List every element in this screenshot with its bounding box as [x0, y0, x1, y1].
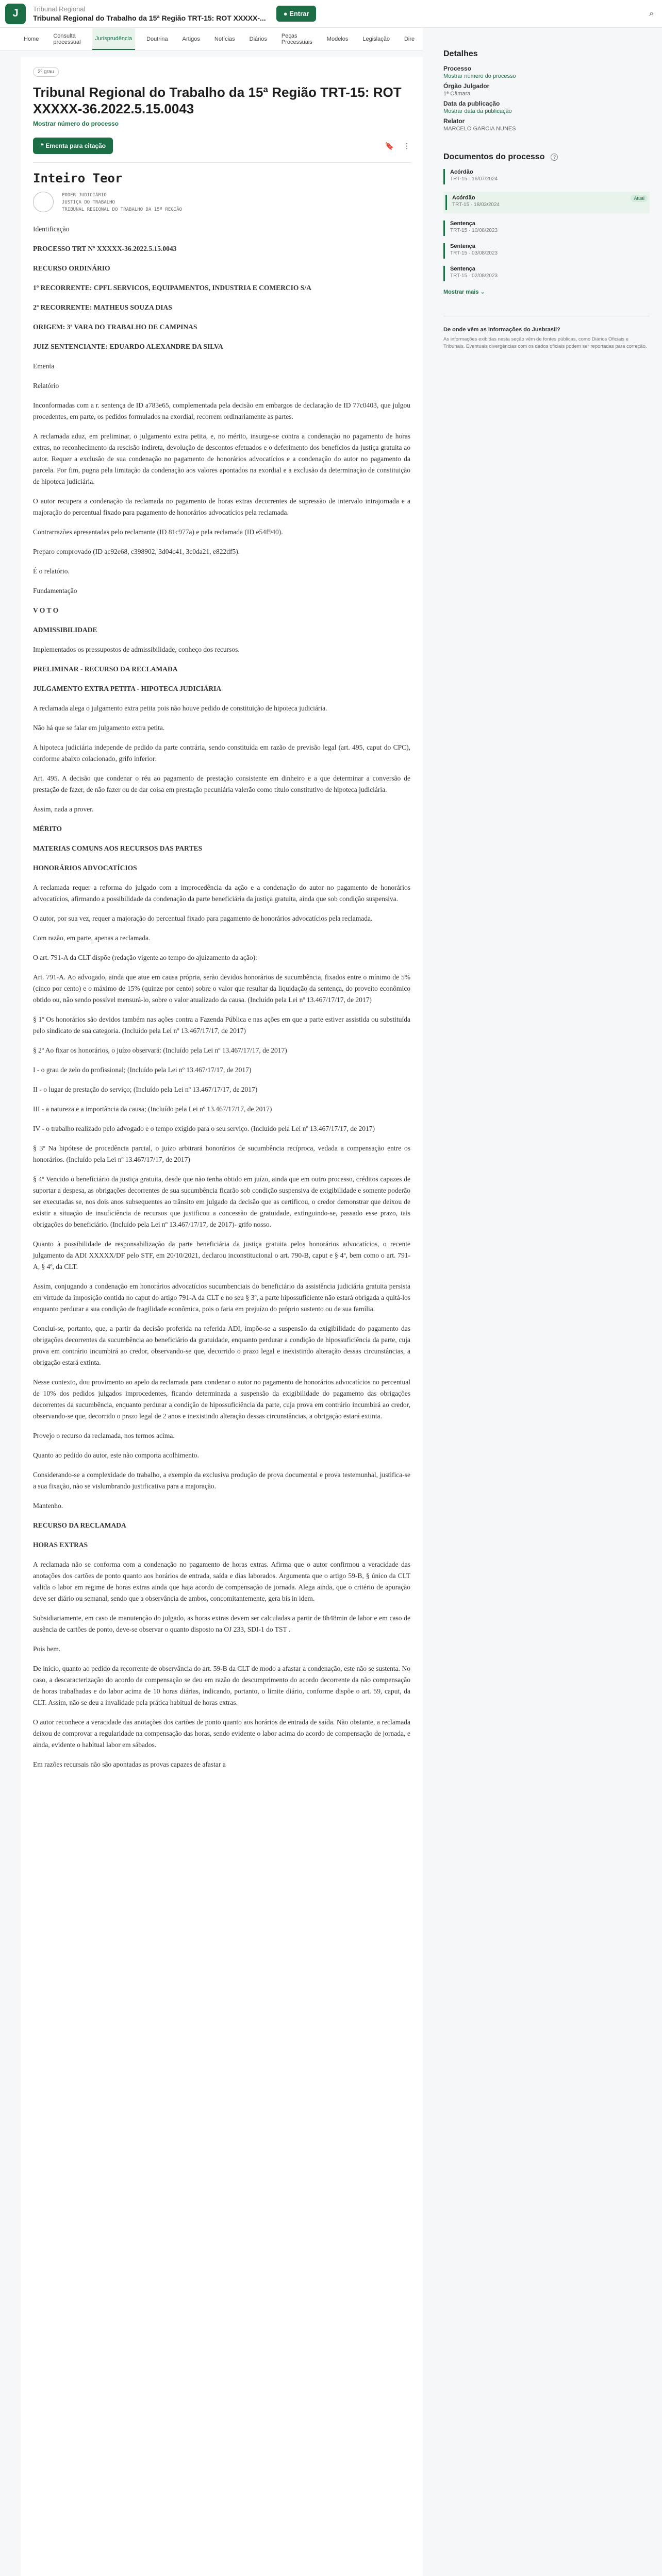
paragraph: Subsidiariamente, em caso de manutenção do julgado, as horas extras devem ser calculadas a partir de 8h48min de labor e em caso de ausência de cartões de ponto, deve-se observar o quanto disposto na OJ 233, SDI-1 do TST .: [33, 1614, 410, 1633]
publication-date-label: Data da publicação: [443, 100, 500, 107]
cite-button[interactable]: ❝ Ementa para citação: [33, 138, 113, 154]
document-title-bar: Tribunal Regional do Trabalho da 15ª Região TRT-15: ROT XXXXX-...: [33, 14, 266, 22]
paragraph: Conclui-se, portanto, que, a partir da decisão proferida na referida ADI, impõe-se a suspensão da exigibilidade do pagamento das obrigações decorrentes da sucumbência ao beneficiário da gratuidade, enquanto perdurar a condição de hipossuficiência da parte, cuja prova em contrário incumbirá ao credor, observando-se que, decorrido o prazo legal e inexistindo alteração dessas circunstâncias, a obrigação estará extinta.: [33, 1325, 410, 1366]
paragraph: § 4º Vencido o beneficiário da justiça gratuita, desde que não tenha obtido em juízo, ainda que em outro processo, créditos capazes de suportar a despesa, as obrigações decorrentes de sua sucumbência ficarão sob condição suspensiva de exigibilidade e somente poderão ser executadas se, nos dois anos subsequentes ao trânsito em julgado da decisão que as certificou, o credor demonstrar que deixou de existir a situação de insuficiência de recursos que justificou a concessão de gratuidade, extinguindo-se, passado esse prazo, tais obrigações do beneficiário. (Incluído pela Lei nº 13.467/17/17, de 2017)- grifo nosso.: [33, 1175, 410, 1228]
paragraph: Assim, nada a prover.: [33, 805, 94, 813]
paragraph-heading: HORAS EXTRAS: [33, 1541, 88, 1549]
paragraph: Provejo o recurso da reclamada, nos termos acima.: [33, 1432, 175, 1439]
document-marker: [443, 221, 445, 236]
paragraph: Com razão, em parte, apenas a reclamada.: [33, 934, 151, 942]
document-item[interactable]: Sentença TRT-15 · 10/08/2023: [443, 221, 650, 236]
current-badge: Atual: [631, 195, 648, 202]
chevron-down-icon: ⌄: [480, 289, 485, 295]
document-content: [21, 57, 423, 2576]
rapporteur-label: Relator: [443, 117, 465, 125]
paragraph: O art. 791-A da CLT dispõe (redação vigente ao tempo do ajuizamento da ação):: [33, 954, 257, 961]
paragraph: Pois bem.: [33, 1645, 61, 1653]
paragraph-heading: ORIGEM: 3ª VARA DO TRABALHO DE CAMPINAS: [33, 323, 197, 331]
document-item[interactable]: Sentença TRT-15 · 03/08/2023: [443, 243, 650, 259]
paragraph: II - o lugar de prestação do serviço; (Incluído pela Lei nº 13.467/17/17, de 2017): [33, 1086, 258, 1093]
process-label: Processo: [443, 65, 472, 72]
nav-consulta-processual[interactable]: Consulta processual: [53, 32, 81, 45]
paragraph: A reclamada alega o julgamento extra petita pois não houve pedido de constituição de hipoteca judiciária.: [33, 704, 327, 712]
paragraph: IV - o trabalho realizado pelo advogado e o tempo exigido para o seu serviço. (Incluído pela Lei nº 13.467/17/17, de 2017): [33, 1125, 375, 1132]
source-text: As informações exibidas nesta seção vêm de fontes públicas, como Diários Oficiais e Tribunais. Eventuais divergências com os dados oficiais podem ser reportadas para correção.: [443, 336, 647, 349]
paragraph: Considerando-se a complexidade do trabalho, a exemplo da exclusiva produção de prova documental e prova testemunhal, justifica-se a sua fixação, não se vislumbrando justificativa para a majoração.: [33, 1471, 410, 1490]
decision-text: [33, 224, 410, 1770]
paragraph-heading: PRELIMINAR - RECURSO DA RECLAMADA: [33, 665, 178, 673]
process-documents: [443, 152, 650, 295]
details-title: Detalhes: [443, 49, 478, 58]
section-title-inteiro-teor: Inteiro Teor: [33, 171, 123, 185]
documents-title: Documentos do processo: [443, 152, 545, 161]
source-info: [443, 316, 650, 350]
details-sidebar: [443, 49, 650, 350]
jusbrasil-logo[interactable]: J: [5, 4, 26, 24]
paragraph: Nesse contexto, dou provimento ao apelo da reclamada para condenar o autor no pagamento de honorários advocatícios no percentual de 10% dos pedidos julgados improcedentes, ficando determinada a suspensão da exigibilidade do pagamento das obrigações decorrentes da sucumbência, enquanto perdurar a condição de hipossuficiência da parte, cuja prova em contrário incumbirá ao credor, observando-se que, decorrido o prazo legal de 2 anos e inexistindo alteração dessas circunstâncias, a obrigação estará extinta.: [33, 1378, 410, 1420]
bookmark-icon[interactable]: 🔖: [385, 141, 394, 150]
nav-modelos[interactable]: Modelos: [326, 36, 349, 42]
seal-text: PODER JUDICIÁRIO JUSTIÇA DO TRABALHO TRIBUNAL REGIONAL DO TRABALHO DA 15ª REGIÃO: [62, 193, 182, 212]
document-marker: [443, 169, 445, 184]
document-marker: [445, 195, 447, 210]
paragraph: É o relatório.: [33, 567, 70, 575]
paragraph: A reclamada requer a reforma do julgado com a improcedência da ação e a condenação do autor no pagamento de honorários advocatícios, afirmando a possibilidade da condenação da parte beneficiária da justiça gratuita, ainda que sob condição suspensiva.: [33, 884, 410, 903]
paragraph: Inconformadas com a r. sentença de ID a783e65, complementada pela decisão em embargos de declaração de ID 77c0403, que julgou procedentes, em parte, os pedidos formulados na exordial, recorrem ordinariamente as partes.: [33, 401, 410, 420]
paragraph: Art. 791-A. Ao advogado, ainda que atue em causa própria, serão devidos honorários de sucumbência, fixados entre o mínimo de 5% (cinco por cento) e o máximo de 15% (quinze por cento) sobre o valor que resultar da liquidação da sentença, do proveito econômico obtido ou, não sendo possível mensurá-lo, sobre o valor atualizado da causa. (Incluído pela Lei nº 13.467/17/17, de 2017): [33, 973, 410, 1004]
paragraph: § 1º Os honorários são devidos também nas ações contra a Fazenda Pública e nas ações em que a parte estiver assistida ou substituída pelo sindicato de sua categoria. (Incluído pela Lei nº 13.467/17/17, de 2017): [33, 1015, 410, 1035]
divider: [33, 162, 410, 163]
paragraph-heading: HONORÁRIOS ADVOCATÍCIOS: [33, 864, 137, 872]
show-more-link[interactable]: Mostrar mais ⌄: [443, 289, 485, 295]
paragraph-heading: RECURSO ORDINÁRIO: [33, 264, 110, 272]
publication-date-link[interactable]: Mostrar data da publicação: [443, 108, 512, 114]
paragraph: O autor recupera a condenação da reclamada no pagamento de horas extras decorrentes de supressão de intervalo intrajornada e a majoração do percentual fixado para pagamento de honorários advocatícios pela reclamada.: [33, 497, 410, 516]
top-app-bar: [0, 0, 662, 28]
page-title: Tribunal Regional do Trabalho da 15ª Região TRT-15: ROT XXXXX-36.2022.5.15.0043: [33, 84, 402, 116]
paragraph: Ementa: [33, 362, 55, 370]
more-options-icon[interactable]: ⋮: [403, 141, 410, 150]
paragraph-heading: 1º RECORRENTE: CPFL SERVICOS, EQUIPAMENTOS, INDUSTRIA E COMERCIO S/A: [33, 284, 311, 292]
paragraph-heading: MÉRITO: [33, 825, 62, 833]
court-value: 1ª Câmara: [443, 91, 471, 97]
paragraph-heading: MATERIAS COMUNS AOS RECURSOS DAS PARTES: [33, 844, 202, 852]
paragraph: Em razões recursais não são apontadas as provas capazes de afastar a: [33, 1760, 226, 1768]
documents-header: [443, 152, 650, 162]
nav-jurisprudencia[interactable]: Jurisprudência: [92, 28, 136, 50]
paragraph-heading: 2º RECORRENTE: MATHEUS SOUZA DIAS: [33, 303, 172, 311]
paragraph: A reclamada aduz, em preliminar, o julgamento extra petita, e, no mérito, insurge-se contra a condenação no pagamento de horas extras, no reconhecimento da rescisão indireta, devolução de descontos efetuados e o deferimento dos benefícios da justiça gratuita ao autor. Requer a exclusão de sua condenação no pagamento de honorários advocatícios e a condenação do autor no pagamento da parcela. Por fim, pugna pela limitação da condenação aos valores apontados na exordial e a exclusão da determinação de constituição de hipoteca judiciária.: [33, 432, 410, 485]
paragraph: Relatório: [33, 382, 59, 389]
paragraph: O autor, por sua vez, requer a majoração do percentual fixado para pagamento de honorários advocatícios pela reclamada.: [33, 914, 373, 922]
document-item[interactable]: Sentença TRT-15 · 02/08/2023: [443, 266, 650, 281]
document-item-current[interactable]: Acórdão TRT-15 · 18/03/2024 Atual: [443, 192, 650, 213]
user-icon: ●: [283, 10, 290, 18]
paragraph-heading: RECURSO DA RECLAMADA: [33, 1521, 126, 1529]
nav-doutrina[interactable]: Doutrina: [146, 36, 168, 42]
document-item[interactable]: Acórdão TRT-15 · 16/07/2024: [443, 169, 650, 184]
process-number: PROCESSO TRT Nº XXXXX-36.2022.5.15.0043: [33, 245, 177, 252]
paragraph: Fundamentação: [33, 587, 77, 595]
paragraph-heading: JULGAMENTO EXTRA PETITA - HIPOTECA JUDICIÁRIA: [33, 685, 222, 692]
quote-icon: ❝: [40, 142, 46, 149]
search-icon[interactable]: ⌕: [649, 9, 654, 18]
paragraph: Art. 495. A decisão que condenar o réu ao pagamento de prestação consistente em dinheiro e a que determinar a conversão de prestação de fazer, de não fazer ou de dar coisa em prestação pecuniária valerão como título constitutivo de hipoteca judiciária.: [33, 774, 410, 793]
nav-diarios[interactable]: Diários: [249, 36, 267, 42]
court-seal: [33, 192, 410, 213]
paragraph: Identificação: [33, 225, 70, 233]
nav-noticias[interactable]: Notícias: [214, 36, 235, 42]
paragraph: A reclamada não se conforma com a condenação no pagamento de horas extras. Afirma que o autor confirmou a veracidade das anotações dos cartões de ponto quanto aos horários de entrada, saída e dias laborados. Argumenta que o artigo 59-B, § único da CLT valida o labor em regime de horas extras ainda que haja acordo de compensação de jornada. Alega ainda, que o critério de apuração deve ser diário ou semanal, sendo que a observância de ambos, concomitantemente, gera bis in idem.: [33, 1561, 410, 1602]
court-label: Órgão Julgador: [443, 82, 490, 90]
paragraph-heading: V O T O: [33, 606, 59, 614]
paragraph: Quanto ao pedido do autor, este não comporta acolhimento.: [33, 1451, 199, 1459]
paragraph: De início, quanto ao pedido da recorrente de observância do art. 59-B da CLT de modo a afastar a condenação, este não se sustenta. No caso, a descaracterização do acordo de compensação se deu em razão do descumprimento do acordo decorrente da não compensação de horas trabalhadas e do labor acima de 10 horas diárias, indicando, portanto, o limite diário, conforme dispõe o art. 59, caput, da CLT. Assim, não se deu a invalidade pela prática habitual de horas extras.: [33, 1665, 410, 1706]
paragraph: O autor reconhece a veracidade das anotações dos cartões de ponto quanto aos horários de entrada de saída. Não obstante, a reclamada deixou de comprovar a regularidade na compensação das horas, sendo evidente o labor acima do acordo de compensação de jornada, e ainda, evidente o habitual labor em sábados.: [33, 1718, 410, 1749]
document-header: [33, 5, 266, 22]
action-row: [33, 138, 410, 154]
paragraph: Preparo comprovado (ID ac92e68, c398902, 3d04c41, 3c0da21, e822df5).: [33, 548, 240, 555]
source-title: De onde vêm as informações do Jusbrasil?: [443, 327, 560, 333]
show-process-number-link[interactable]: Mostrar número do processo: [33, 120, 119, 127]
paragraph: Contrarrazões apresentadas pelo reclamante (ID 81c977a) e pela reclamada (ID e54f940).: [33, 528, 283, 536]
nav-legislacao[interactable]: Legislação: [362, 36, 390, 42]
nav-pecas-processuais[interactable]: Peças Processuais: [281, 32, 312, 45]
paragraph: A hipoteca judiciária independe de pedido da parte contrária, sendo constituída em razão de previsão legal (art. 495, caput do CPC), conforme abaixo colacionado, grifo inferior:: [33, 743, 410, 762]
paragraph: Mantenho.: [33, 1502, 63, 1510]
help-icon[interactable]: ?: [551, 154, 558, 161]
paragraph-heading: JUIZ SENTENCIANTE: EDUARDO ALEXANDRE DA SILVA: [33, 343, 223, 350]
main-nav: [0, 28, 423, 50]
paragraph: Não há que se falar em julgamento extra petita.: [33, 724, 165, 732]
document-marker: [443, 243, 445, 259]
paragraph-heading: ADMISSIBILIDADE: [33, 626, 97, 634]
document-marker: [443, 266, 445, 281]
nav-artigos[interactable]: Artigos: [182, 36, 200, 42]
coat-of-arms-icon: [33, 192, 54, 212]
process-value-link[interactable]: Mostrar número do processo: [443, 73, 516, 79]
login-button[interactable]: ● Entrar: [276, 6, 317, 22]
grau-badge: 2º grau: [33, 67, 59, 77]
paragraph: § 3º Na hipótese de procedência parcial, o juízo arbitrará honorários de sucumbência recíproca, vedada a compensação entre os honorários. (Incluído pela Lei nº 13.467/17/17, de 2017): [33, 1144, 410, 1163]
nav-home[interactable]: Home: [24, 36, 39, 42]
site-label: Tribunal Regional: [33, 5, 86, 13]
paragraph: Assim, conjugando a condenação em honorários advocatícios sucumbenciais do beneficiário da assistência judiciária gratuita persista em virtude da imposição contida no caput do artigo 791-A da CLT e no seu § 3º, a parte hipossuficiente não estará obrigada a quitá-los enquanto perdurar a sua condição de fragilidade econômica, pois o faria em prejuízo do próprio sustento ou de sua família.: [33, 1282, 410, 1313]
paragraph: Implementados os pressupostos de admissibilidade, conheço dos recursos.: [33, 646, 240, 653]
rapporteur-value: MARCELO GARCIA NUNES: [443, 126, 516, 132]
paragraph: Quanto à possibilidade de responsabilização da parte beneficiária da justiça gratuita pelos honorários advocatícios, o recente julgamento da ADI XXXXX/DF pelo STF, em 20/10/2021, declarou inconstitucional o art. 790-B, caput e § 4º, bem como o art. 791-A, § 4º, da CLT.: [33, 1240, 410, 1270]
paragraph: III - a natureza e a importância da causa; (Incluído pela Lei nº 13.467/17/17, de 2017): [33, 1105, 272, 1113]
paragraph: I - o grau de zelo do profissional; (Incluído pela Lei nº 13.467/17/17, de 2017): [33, 1066, 252, 1074]
paragraph: § 2º Ao fixar os honorários, o juízo observará: (Incluído pela Lei nº 13.467/17/17, de 2017): [33, 1046, 287, 1054]
nav-direito[interactable]: Dire: [404, 36, 415, 42]
